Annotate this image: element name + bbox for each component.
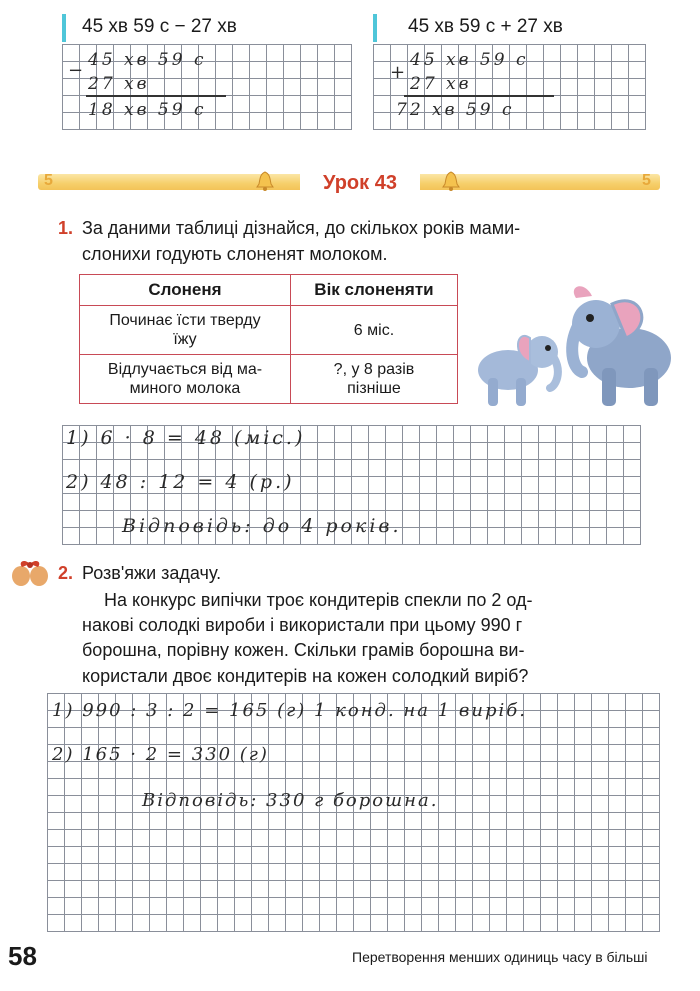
lesson-title: Урок 43 (300, 170, 420, 196)
table-row (80, 306, 458, 355)
task1-answer: Відповідь: до 4 років. (122, 515, 402, 537)
task2-text-line: накові солодкі вироби і використали при цьому 990 г (82, 615, 523, 635)
table-cell: 6 міс. (290, 306, 457, 355)
task1-text-line2: слонихи годують слоненят молоком. (82, 244, 388, 264)
elephant-age-table (79, 274, 458, 404)
task1-solution-line: 2) 48 : 12 = 4 (р.) (66, 471, 295, 493)
top-left-underline (86, 95, 226, 97)
table-header: Вік слоненяти (290, 275, 457, 306)
task1-number: 1. (58, 218, 74, 238)
bell-icon (440, 170, 462, 192)
task2-title: Розв'яжи задачу. (82, 563, 222, 583)
task2-text-line: борошна, порівну кожен. Скільки грамів борошна ви- (82, 640, 525, 660)
table-header: Слоненя (80, 275, 291, 306)
elephants-illustration (464, 276, 690, 416)
top-right-problem: 45 хв 59 с + 27 хв (408, 16, 563, 37)
top-right-line2: 27 хв (410, 74, 472, 94)
top-right-line1: 45 хв 59 с (410, 50, 529, 70)
right-marker-bar (373, 14, 377, 42)
bow-mittens-icon (10, 558, 50, 588)
top-left-result: 18 хв 59 с (88, 100, 207, 120)
top-left-sign: − (68, 60, 87, 81)
banner-badge-right: 5 (642, 172, 651, 189)
top-right-underline (404, 95, 554, 97)
top-left-line2: 27 хв (88, 74, 150, 94)
task2-text-line: На конкурс випічки троє кондитерів спекли по 2 од- (104, 590, 533, 610)
bell-icon (254, 170, 276, 192)
banner-badge-left: 5 (44, 172, 53, 189)
table-cell: Починає їсти тверду їжу (80, 306, 291, 355)
top-right-result: 72 хв 59 с (396, 100, 515, 120)
task2-solution-line: 2) 165 · 2 = 330 (г) (52, 744, 269, 765)
task2-solution-line: 1) 990 : 3 : 2 = 165 (г) 1 конд. на 1 виріб. (52, 700, 527, 721)
task1-text-line1: За даними таблиці дізнайся, до скількох років мами- (82, 218, 521, 238)
task1-solution-line: 1) 6 · 8 = 48 (міс.) (66, 427, 306, 449)
page-number: 58 (8, 941, 37, 971)
top-left-problem: 45 хв 59 с − 27 хв (82, 16, 237, 37)
task2-text-line: користали двоє кондитерів на кожен солодкий виріб? (82, 666, 529, 686)
task2-answer: Відповідь: 330 г борошна. (142, 790, 439, 811)
table-cell: ?, у 8 разів пізніше (290, 355, 457, 404)
top-right-sign: + (390, 62, 409, 83)
table-row (80, 355, 458, 404)
chapter-title: Перетворення менших одиниць часу в більші (352, 949, 648, 965)
table-cell: Відлучається від ма- миного молока (80, 355, 291, 404)
task2-number: 2. (58, 563, 74, 583)
task2-solution-grid (47, 693, 660, 932)
top-left-line1: 45 хв 59 с (88, 50, 207, 70)
left-marker-bar (62, 14, 66, 42)
